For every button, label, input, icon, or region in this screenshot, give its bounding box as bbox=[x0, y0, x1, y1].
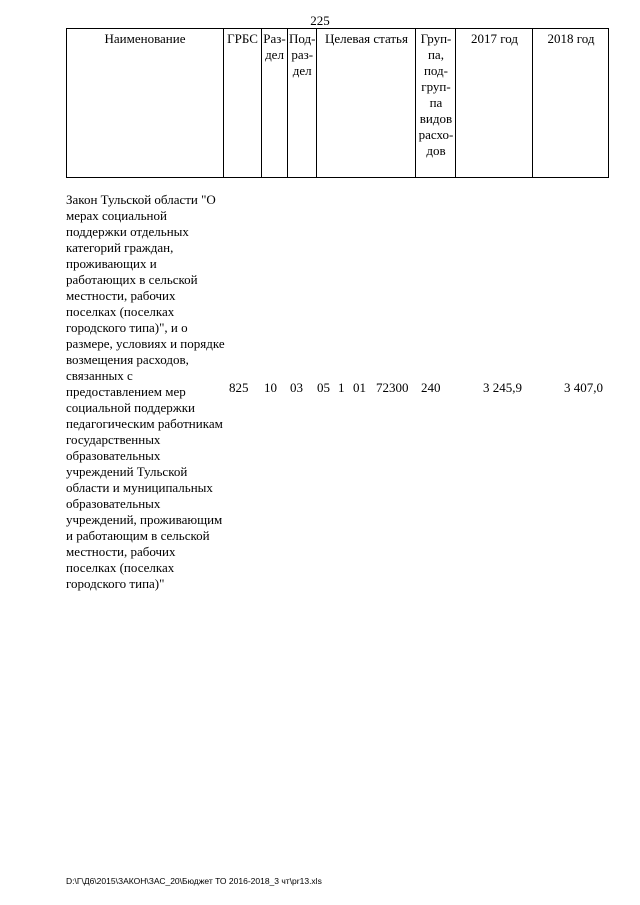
header-group-line: па, bbox=[427, 47, 444, 62]
row-name-line: области и муниципальных bbox=[66, 480, 213, 495]
row-name-line: работающих в сельской bbox=[66, 272, 198, 287]
row-group: 240 bbox=[421, 380, 441, 395]
row-name-line: педагогическим работникам bbox=[66, 416, 223, 431]
row-target-part-2: 1 bbox=[338, 380, 345, 395]
row-name-line: местности, рабочих bbox=[66, 288, 176, 303]
row-name-line: социальной поддержки bbox=[66, 400, 195, 415]
row-name-line: поддержки отдельных bbox=[66, 224, 189, 239]
header-group-line: дов bbox=[426, 143, 446, 158]
row-name bbox=[66, 192, 225, 592]
header-table bbox=[66, 28, 609, 178]
row-grbs: 825 bbox=[229, 380, 249, 395]
row-name-line: категорий граждан, bbox=[66, 240, 174, 255]
header-year-2018: 2018 год bbox=[533, 29, 609, 178]
row-name-line: Закон Тульской области "О bbox=[66, 192, 216, 207]
row-amount-2017: 3 245,9 bbox=[483, 380, 522, 395]
row-name-line: образовательных bbox=[66, 448, 161, 463]
row-target-part-1: 05 bbox=[317, 380, 330, 395]
row-name-line: учреждений, проживающим bbox=[66, 512, 223, 527]
header-razdel-line: Раз- bbox=[263, 31, 286, 46]
row-name-line: местности, рабочих bbox=[66, 544, 176, 559]
header-razdel-line: дел bbox=[265, 47, 284, 62]
header-group-line: Груп- bbox=[420, 31, 452, 46]
footer-file-path: D:\Г\Д6\2015\ЗАКОН\ЗАС_20\Бюджет ТО 2016-2018_3 чт\pr13.xls bbox=[66, 876, 322, 886]
row-name-line: городского типа)", и о bbox=[66, 320, 188, 335]
page-number: 225 bbox=[310, 13, 330, 28]
header-name: Наименование bbox=[67, 29, 224, 178]
row-name-line: возмещения расходов, bbox=[66, 352, 189, 367]
row-amount-2018: 3 407,0 bbox=[564, 380, 603, 395]
header-grbs: ГРБС bbox=[224, 29, 262, 178]
row-razdel: 10 bbox=[264, 380, 277, 395]
header-group-line: расхо- bbox=[418, 127, 454, 142]
row-name-line: размере, условиях и порядке bbox=[66, 336, 225, 351]
header-podrazdel bbox=[288, 29, 317, 178]
header-podrazdel-line: Под- bbox=[289, 31, 316, 46]
row-name-line: образовательных bbox=[66, 496, 161, 511]
row-name-line: и работающим в сельской bbox=[66, 528, 210, 543]
header-group-line: груп- bbox=[421, 79, 451, 94]
header-group-line: па bbox=[429, 95, 443, 110]
row-name-line: предоставлением мер bbox=[66, 384, 186, 399]
header-year-2017: 2017 год bbox=[456, 29, 533, 178]
header-group-line: под- bbox=[423, 63, 448, 78]
row-podrazdel: 03 bbox=[290, 380, 303, 395]
row-target-part-3: 01 bbox=[353, 380, 366, 395]
header-podrazdel-line: раз- bbox=[291, 47, 314, 62]
row-name-line: поселках (поселках bbox=[66, 304, 175, 319]
header-razdel bbox=[262, 29, 288, 178]
row-name-line: проживающих и bbox=[66, 256, 157, 271]
header-group bbox=[416, 29, 456, 178]
row-name-line: государственных bbox=[66, 432, 161, 447]
row-name-line: связанных с bbox=[66, 368, 133, 383]
header-group-line: видов bbox=[419, 111, 453, 126]
row-name-line: мерах социальной bbox=[66, 208, 167, 223]
header-podrazdel-line: дел bbox=[292, 63, 312, 78]
header-target-article: Целевая статья bbox=[317, 29, 416, 178]
row-name-line: городского типа)" bbox=[66, 576, 165, 591]
row-name-line: поселках (поселках bbox=[66, 560, 175, 575]
row-target-part-4: 72300 bbox=[376, 380, 409, 395]
row-name-line: учреждений Тульской bbox=[66, 464, 188, 479]
